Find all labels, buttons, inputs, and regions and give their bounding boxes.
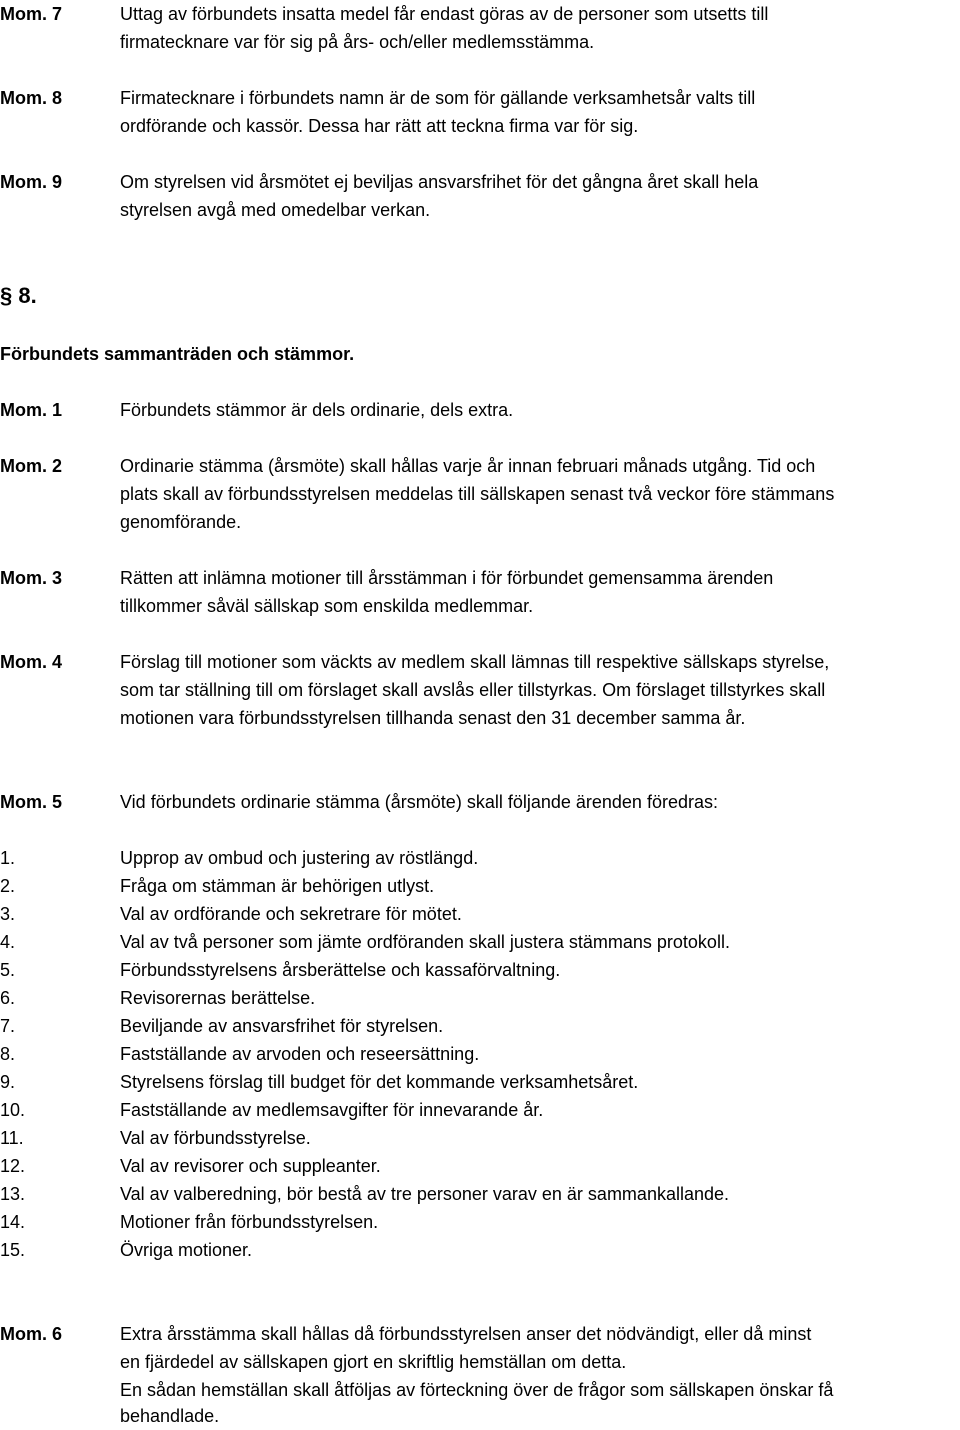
- mom-1-label: Mom. 1: [0, 400, 63, 420]
- mom-6-label: Mom. 6: [0, 1324, 63, 1344]
- mom-4-text-line-3: motionen vara förbundsstyrelsen tillhanda senast den 31 december samma år.: [120, 708, 746, 728]
- agenda-number: 6.: [0, 988, 16, 1008]
- agenda-item-text: Beviljande av ansvarsfrihet för styrelsen.: [120, 1016, 444, 1036]
- mom-7-label: Mom. 7: [0, 4, 63, 24]
- mom-6-text-line-3: En sådan hemställan skall åtföljas av förteckning över de frågor som sällskapen önskar få: [120, 1380, 834, 1400]
- agenda-number: 2.: [0, 876, 16, 896]
- agenda-item-text: Fastställande av arvoden och reseersättning.: [120, 1044, 480, 1064]
- agenda-number: 9.: [0, 1072, 16, 1092]
- mom-8-text-line-1: Firmatecknare i förbundets namn är de som för gällande verksamhetsår valts till: [120, 88, 756, 108]
- agenda-number: 11.: [0, 1128, 24, 1148]
- mom-8-text-line-2: ordförande och kassör. Dessa har rätt att teckna firma var för sig.: [120, 116, 639, 136]
- mom-9-label: Mom. 9: [0, 172, 63, 192]
- mom-9-text-line-1: Om styrelsen vid årsmötet ej beviljas ansvarsfrihet för det gångna året skall hela: [120, 172, 759, 192]
- agenda-number: 14.: [0, 1212, 26, 1232]
- mom-8-label: Mom. 8: [0, 88, 63, 108]
- mom-3-text-line-2: tillkommer såväl sällskap som enskilda medlemmar.: [120, 596, 534, 616]
- agenda-item-text: Val av förbundsstyrelse.: [120, 1128, 311, 1148]
- mom-3-label: Mom. 3: [0, 568, 63, 588]
- agenda-number: 5.: [0, 960, 16, 980]
- agenda-item-text: Revisorernas berättelse.: [120, 988, 316, 1008]
- agenda-number: 10.: [0, 1100, 26, 1120]
- agenda-item-text: Övriga motioner.: [120, 1240, 253, 1260]
- mom-9-text-line-2: styrelsen avgå med omedelbar verkan.: [120, 200, 431, 220]
- agenda-item-text: Val av ordförande och sekretrare för mötet.: [120, 904, 462, 924]
- agenda-item-text: Fastställande av medlemsavgifter för innevarande år.: [120, 1100, 544, 1120]
- agenda-number: 12.: [0, 1156, 26, 1176]
- mom-4-label: Mom. 4: [0, 652, 63, 672]
- section-title: Förbundets sammanträden och stämmor.: [0, 344, 355, 364]
- agenda-number: 13.: [0, 1184, 26, 1204]
- agenda-item-text: Förbundsstyrelsens årsberättelse och kassaförvaltning.: [120, 960, 561, 980]
- mom-5-text-line-1: Vid förbundets ordinarie stämma (årsmöte) skall följande ärenden föredras:: [120, 792, 718, 812]
- section-number: § 8.: [0, 283, 37, 308]
- agenda-number: 7.: [0, 1016, 16, 1036]
- mom-2-text-line-2: plats skall av förbundsstyrelsen meddelas till sällskapen senast två veckor före stämmans: [120, 484, 835, 504]
- mom-4-text-line-2: som tar ställning till om förslaget skall avslås eller tillstyrkas. Om förslaget tillstyrkes skall: [120, 680, 826, 700]
- agenda-item-text: Val av revisorer och suppleanter.: [120, 1156, 381, 1176]
- mom-5-label: Mom. 5: [0, 792, 63, 812]
- agenda-number: 8.: [0, 1044, 16, 1064]
- agenda-item-text: Fråga om stämman är behörigen utlyst.: [120, 876, 435, 896]
- agenda-item-text: Val av två personer som jämte ordföranden skall justera stämmans protokoll.: [120, 932, 730, 952]
- agenda-number: 1.: [0, 848, 16, 868]
- mom-1-text-line-1: Förbundets stämmor är dels ordinarie, dels extra.: [120, 400, 514, 420]
- mom-3-text-line-1: Rätten att inlämna motioner till årsstämman i för förbundet gemensamma ärenden: [120, 568, 774, 588]
- mom-2-text-line-1: Ordinarie stämma (årsmöte) skall hållas varje år innan februari månads utgång. Tid och: [120, 456, 816, 476]
- agenda-number: 3.: [0, 904, 16, 924]
- mom-7-text-line-2: firmatecknare var för sig på års- och/eller medlemsstämma.: [120, 32, 595, 52]
- mom-2-label: Mom. 2: [0, 456, 63, 476]
- mom-6-text-line-2: en fjärdedel av sällskapen gjort en skriftlig hemställan om detta.: [120, 1352, 627, 1372]
- agenda-number: 4.: [0, 932, 16, 952]
- agenda-item-text: Motioner från förbundsstyrelsen.: [120, 1212, 379, 1232]
- mom-4-text-line-1: Förslag till motioner som väckts av medlem skall lämnas till respektive sällskaps styrelse,: [120, 652, 830, 672]
- mom-6-text-line-1: Extra årsstämma skall hållas då förbundsstyrelsen anser det nödvändigt, eller då minst: [120, 1324, 812, 1344]
- agenda-item-text: Upprop av ombud och justering av röstlängd.: [120, 848, 479, 868]
- mom-2-text-line-3: genomförande.: [120, 512, 242, 532]
- agenda-item-text: Val av valberedning, bör bestå av tre personer varav en är sammankallande.: [120, 1184, 730, 1204]
- agenda-number: 15.: [0, 1240, 26, 1260]
- agenda-item-text: Styrelsens förslag till budget för det kommande verksamhetsåret.: [120, 1072, 639, 1092]
- mom-6-text-line-4: behandlade.: [120, 1406, 220, 1426]
- mom-7-text-line-1: Uttag av förbundets insatta medel får endast göras av de personer som utsetts till: [120, 4, 769, 24]
